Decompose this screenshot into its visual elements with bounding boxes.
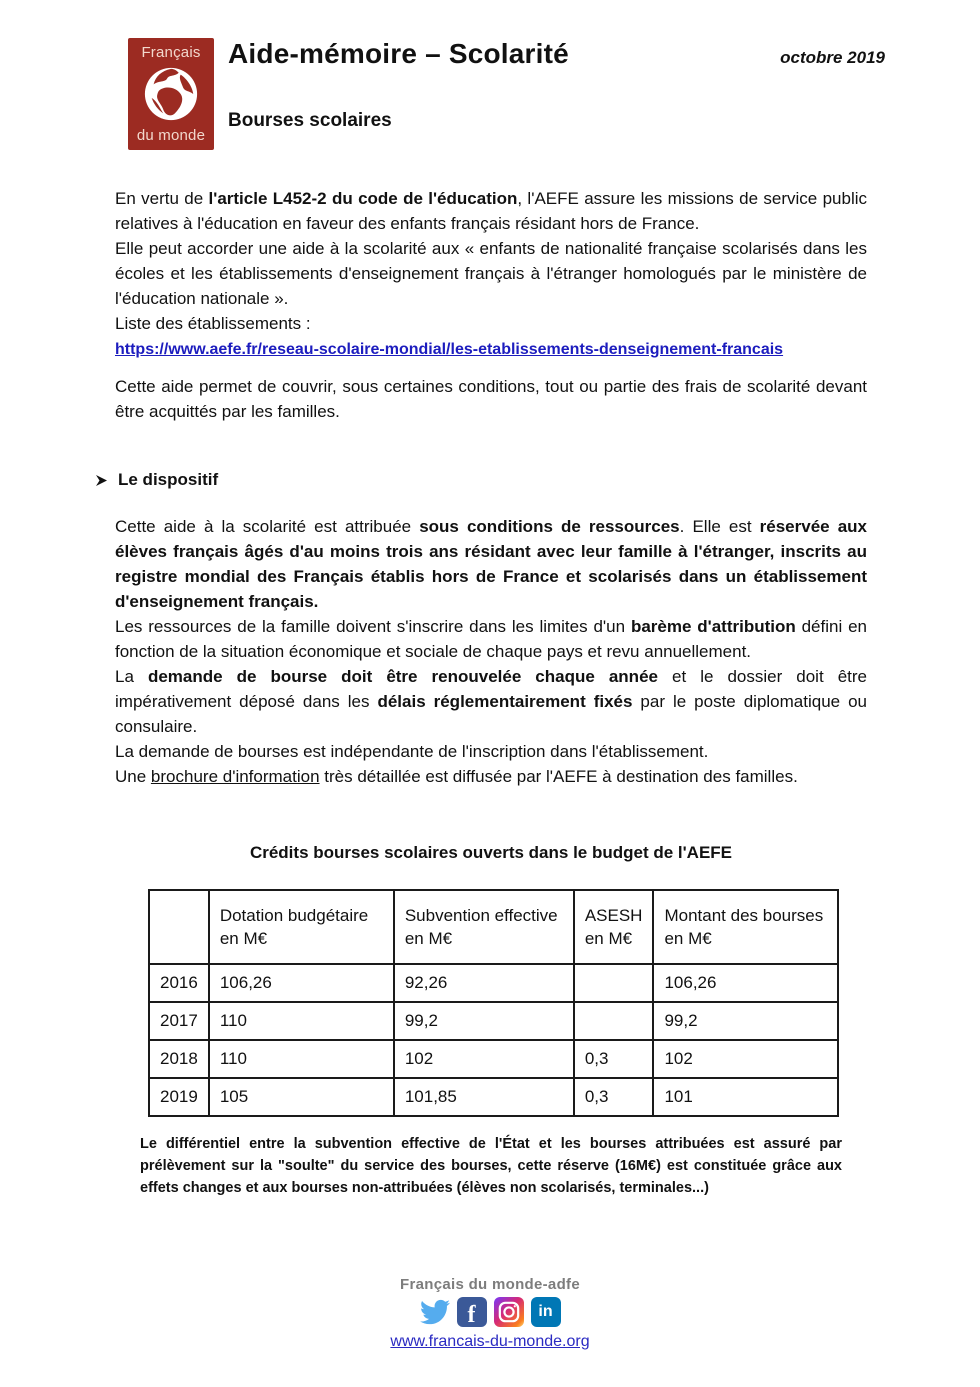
cell-montant: 99,2 [653, 1002, 838, 1040]
cell-subvention: 92,26 [394, 964, 574, 1002]
cell-subvention: 101,85 [394, 1078, 574, 1116]
document-body [115, 186, 867, 1199]
logo-text-top: Français [141, 44, 201, 61]
intro-paragraph-1: En vertu de l'article L452-2 du code de l'éducation, l'AEFE assure les missions de service public relatives à l'éducation en faveur des enfants français résidant hors de France. [115, 189, 868, 233]
dispositif-paragraph-4: La demande de bourses est indépendante de l'inscription dans l'établissement. [115, 742, 709, 761]
footer-website-link[interactable]: www.francais-du-monde.org [390, 1333, 590, 1350]
dispositif-paragraph-3: La demande de bourse doit être renouvelée chaque année et le dossier doit être impérativement déposé dans les délais réglementairement fixés par le poste diplomatique ou consulaire. [115, 667, 867, 736]
header-subvention: Subvention effective en M€ [394, 890, 574, 964]
page-title: Aide-mémoire – Scolarité [228, 38, 569, 69]
cell-dotation: 110 [209, 1002, 394, 1040]
header-dotation: Dotation budgétaire en M€ [209, 890, 394, 964]
arrow-bullet-icon [95, 474, 108, 487]
intro-paragraph-3: Cette aide permet de couvrir, sous certaines conditions, tout ou partie des frais de scolarité devant être acquittés par les familles. [115, 377, 867, 421]
cell-dotation: 106,26 [209, 964, 394, 1002]
table-row [149, 964, 838, 1002]
header-montant: Montant des bourses en M€ [653, 890, 838, 964]
section-heading-dispositif [95, 470, 867, 490]
fdm-logo [128, 38, 214, 150]
intro-liste-label: Liste des établissements : [115, 314, 311, 333]
cell-subvention: 99,2 [394, 1002, 574, 1040]
table-row [149, 1078, 838, 1116]
cell-montant: 102 [653, 1040, 838, 1078]
header-asesh: ASESH en M€ [574, 890, 654, 964]
intro-paragraph-2: Elle peut accorder une aide à la scolarité aux « enfants de nationalité française scolarisés dans les écoles et les établissements d'enseignement français à l'étranger homologués par le ministère de l'éducation nationale ». [115, 239, 867, 308]
document-footer [0, 1276, 980, 1351]
facebook-icon[interactable]: f [457, 1297, 487, 1327]
table-row [149, 1040, 838, 1078]
cell-asesh: 0,3 [574, 1040, 654, 1078]
dispositif-paragraph-5: Une brochure d'information très détaillée est diffusée par l'AEFE à destination des familles. [115, 767, 798, 786]
cell-year: 2017 [149, 1002, 209, 1040]
cell-subvention: 102 [394, 1040, 574, 1078]
cell-montant: 101 [653, 1078, 838, 1116]
cell-year: 2016 [149, 964, 209, 1002]
table-row [149, 1002, 838, 1040]
budget-table [148, 889, 839, 1117]
dispositif-paragraph-2: Les ressources de la famille doivent s'inscrire dans les limites d'un barème d'attribution défini en fonction de la situation économique et sociale de chaque pays et revu annuellement. [115, 617, 868, 661]
cell-montant: 106,26 [653, 964, 838, 1002]
cell-dotation: 110 [209, 1040, 394, 1078]
cell-year: 2019 [149, 1078, 209, 1116]
cell-asesh [574, 964, 654, 1002]
cell-asesh: 0,3 [574, 1078, 654, 1116]
dispositif-paragraph-1: Cette aide à la scolarité est attribuée sous conditions de ressources. Elle est réservée aux élèves français âgés d'au moins trois ans résidant avec leur famille à l'étranger, inscrits au registre mondial des Français établis hors de France et scolarisés dans un établissement d'enseignement français. [115, 517, 867, 611]
table-title: Crédits bourses scolaires ouverts dans le budget de l'AEFE [249, 843, 733, 862]
social-icons-row [0, 1297, 980, 1327]
linkedin-icon[interactable]: in [531, 1297, 561, 1327]
globe-icon [130, 65, 212, 123]
cell-year: 2018 [149, 1040, 209, 1078]
section-heading-label: Le dispositif [118, 470, 219, 489]
cell-asesh [574, 1002, 654, 1040]
footer-org-name: Français du monde-adfe [400, 1276, 580, 1293]
aefe-etablissements-link[interactable]: https://www.aefe.fr/reseau-scolaire-mondial/les-etablissements-denseignement-francais [115, 341, 784, 358]
document-date: octobre 2019 [780, 48, 885, 67]
header-year [149, 890, 209, 964]
table-header-row [149, 890, 838, 964]
document-header [128, 38, 885, 144]
twitter-icon[interactable] [420, 1297, 450, 1327]
page-subtitle: Bourses scolaires [228, 110, 392, 131]
table-footnote: Le différentiel entre la subvention effective de l'État et les bourses attribuées est assuré par prélèvement sur la "soulte" du service des bourses, cette réserve (16M€) est constituée grâce aux effets changes et aux bourses non-attribuées (élèves non scolarisés, terminales...) [140, 1136, 842, 1196]
instagram-icon[interactable] [494, 1297, 524, 1327]
logo-text-bottom: du monde [136, 127, 206, 144]
cell-dotation: 105 [209, 1078, 394, 1116]
